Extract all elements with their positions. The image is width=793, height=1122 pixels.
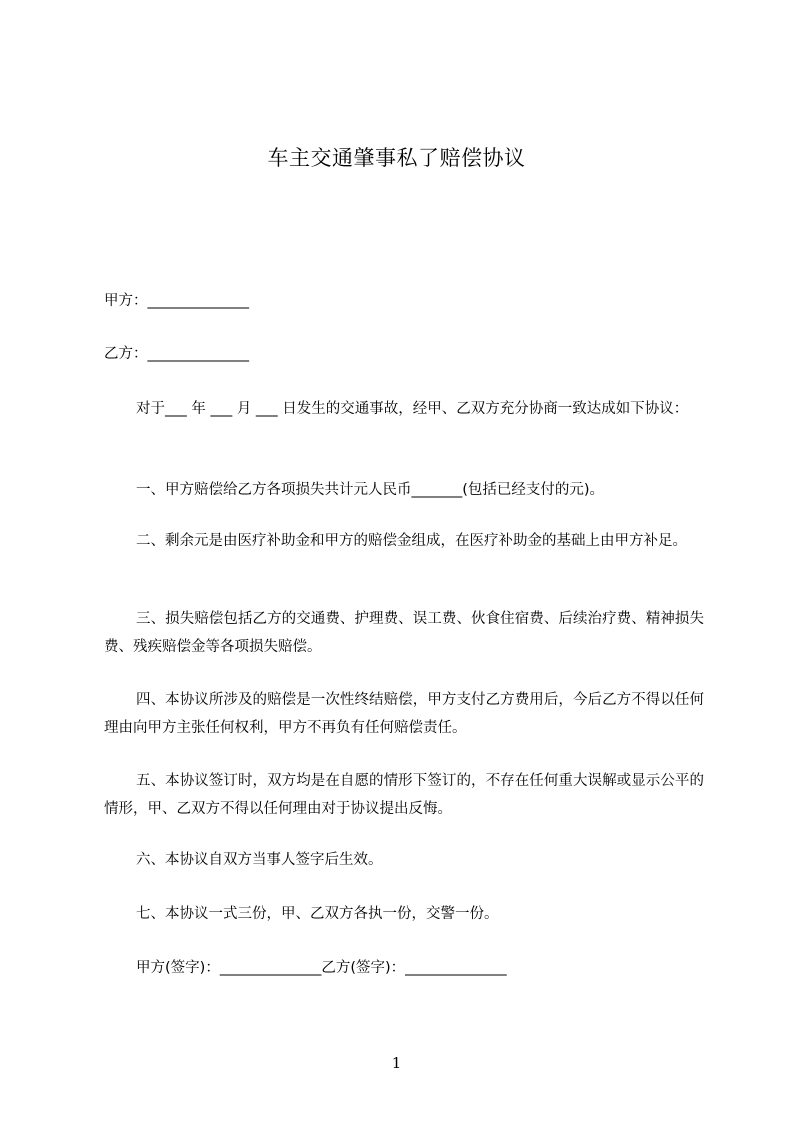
party-b-line: 乙方：______________ <box>104 346 249 362</box>
intro-paragraph: 对于___ 年 ___ 月 ___ 日发生的交通事故，经甲、乙双方充分协商一致达成如下协议： <box>136 401 689 417</box>
clause-7: 七、本协议一式三份，甲、乙双方各执一份，交警一份。 <box>136 906 499 922</box>
clause-6: 六、本协议自双方当事人签字后生效。 <box>136 852 383 868</box>
clause-2: 二、剩余元是由医疗补助金和甲方的赔偿金组成，在医疗补助金的基础上由甲方补足。 <box>136 533 687 549</box>
document-title: 车主交通肇事私了赔偿协议 <box>267 146 526 170</box>
page-number: 1 <box>391 1054 402 1072</box>
signature-line: 甲方(签字)：______________乙方(签字)：______________ <box>136 960 507 976</box>
party-a-line: 甲方：______________ <box>104 293 249 309</box>
clause-5: 五、本协议签订时，双方均是在自愿的情形下签订的，不存在任何重大误解或显示公平的情形，甲、乙双方不得以任何理由对于协议提出反悔。 <box>104 773 704 817</box>
clause-4: 四、本协议所涉及的赔偿是一次性终结赔偿，甲方支付乙方费用后，今后乙方不得以任何理由向甲方主张任何权利，甲方不再负有任何赔偿责任。 <box>104 692 704 736</box>
clause-1: 一、甲方赔偿给乙方各项损失共计元人民币_______(包括已经支付的元)。 <box>136 482 605 498</box>
clause-3: 三、损失赔偿包括乙方的交通费、护理费、误工费、伙食住宿费、后续治疗费、精神损失费、残疾赔偿金等各项损失赔偿。 <box>104 611 704 655</box>
